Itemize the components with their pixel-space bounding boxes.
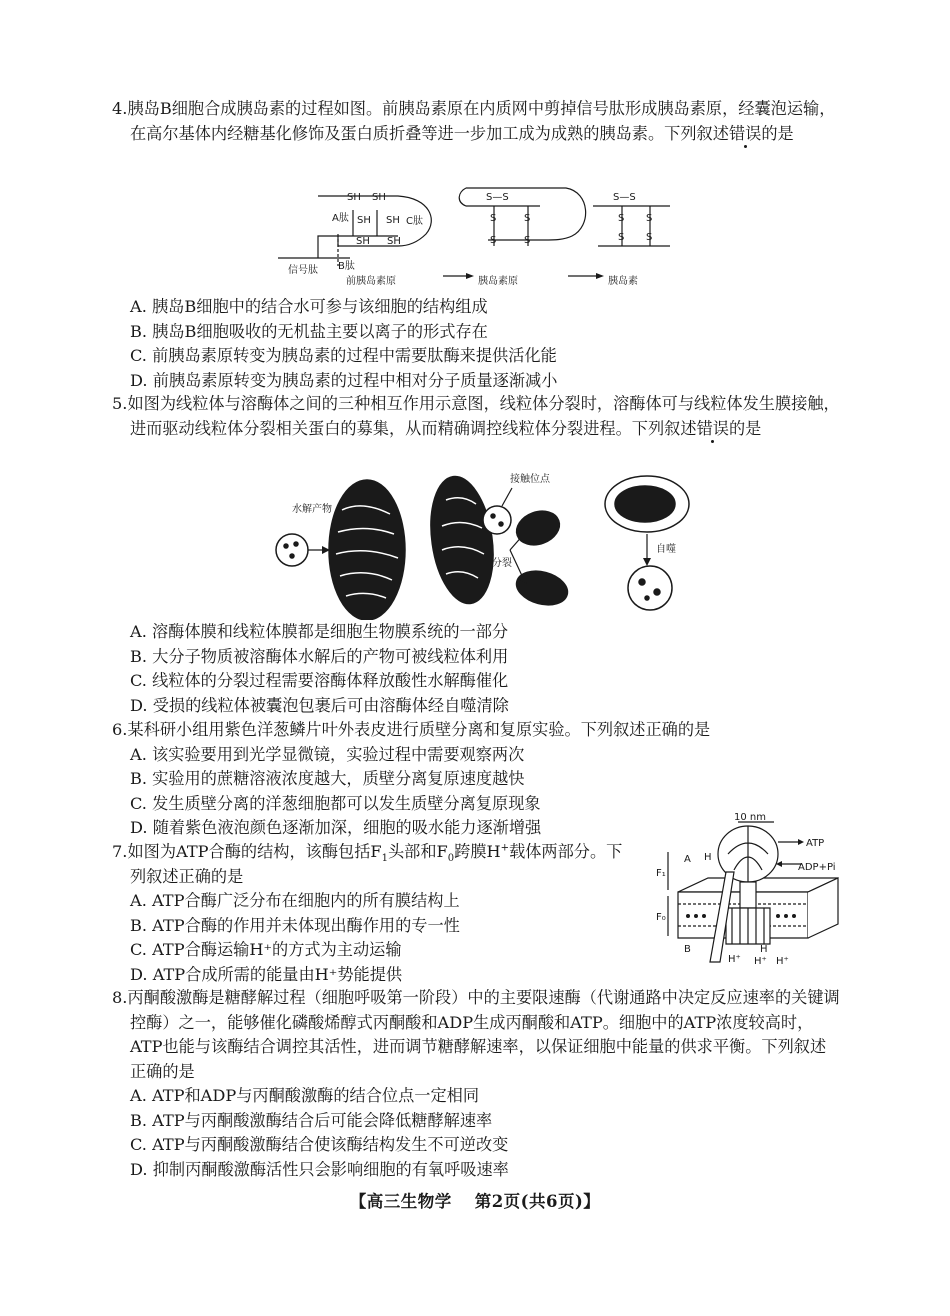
emphasis-word: 错误 (728, 123, 762, 143)
insulin-synthesis-figure (278, 176, 678, 294)
sh-label: SH (387, 236, 401, 247)
h-plus-label: H⁺ (728, 954, 741, 965)
h-label: H (760, 944, 768, 955)
daughter-mitochondrion-1 (512, 505, 564, 550)
pre-proinsulin-chain (278, 196, 431, 258)
option-a: A. ATP合酶广泛分布在细胞内的所有膜结构上 (130, 891, 460, 910)
question-number: 5. (112, 394, 128, 413)
option-b: B. 胰岛B细胞吸收的无机盐主要以离子的形式存在 (130, 321, 488, 341)
hydrolysis-products-label: 水解产物 (292, 504, 332, 515)
option-c: C. 发生质壁分离的洋葱细胞都可以发生质壁分离复原现象 (130, 793, 541, 813)
option-d: D. 抑制丙酮酸激酶活性只会影响细胞的有氧呼吸速率 (130, 1159, 509, 1179)
question-4 (112, 97, 840, 146)
atp-synthase-figure (648, 812, 848, 972)
option-c: C. ATP合酶运输H⁺的方式为主动运输 (130, 940, 402, 959)
question-number: 7. (112, 842, 128, 861)
s-label: S (490, 235, 497, 246)
question-7 (112, 840, 632, 987)
question-8 (112, 986, 840, 1182)
sh-label: SH (386, 215, 400, 226)
mitochondria-lysosome-figure (262, 470, 692, 620)
s-label: S (646, 232, 653, 243)
option-a: A. 溶酶体膜和线粒体膜都是细胞生物膜系统的一部分 (130, 622, 509, 641)
disulfide-label: S—S (613, 192, 636, 203)
proinsulin-label: 胰岛素原 (478, 276, 518, 287)
lysosome-2 (483, 506, 511, 534)
sh-label: SH (372, 192, 386, 203)
s-label: S (524, 213, 531, 224)
option-a: A. ATP和ADP与丙酮酸激酶的结合位点一定相同 (130, 1086, 480, 1105)
option-d: D. ATP合成所需的能量由H⁺势能提供 (130, 964, 403, 984)
lysosome-1 (276, 534, 308, 566)
f1-label: F₁ (656, 868, 666, 879)
daughter-mitochondrion-2 (513, 566, 572, 610)
fission-label: 分裂 (492, 558, 512, 569)
option-c: C. 线粒体的分裂过程需要溶酶体释放酸性水解酶催化 (130, 671, 509, 690)
autolysosome (628, 566, 672, 610)
option-b: B. 实验用的蔗糖溶液浓度越大，质壁分离复原速度越快 (130, 769, 525, 788)
sh-label: SH (357, 215, 371, 226)
h-plus-label: H⁺ (776, 956, 789, 967)
c-chain-label: C肽 (406, 216, 423, 227)
question-5-stem: 5.如图为线粒体与溶酶体之间的三种相互作用示意图，线粒体分裂时，溶酶体可与线粒体发生膜接触，进而驱动线粒体分裂相关蛋白的募集，从而精确调控线粒体分裂进程。下列叙述错误的是 (112, 394, 840, 438)
h-plus-label: H⁺ (754, 956, 767, 967)
signal-peptide-label: 信号肽 (288, 265, 318, 276)
option-c: C. 前胰岛素原转变为胰岛素的过程中需要肽酶来提供活化能 (130, 346, 557, 365)
emphasis-word: 错误 (696, 418, 729, 438)
option-b: B. 大分子物质被溶酶体水解后的产物可被线粒体利用 (130, 646, 509, 666)
question-5-options (112, 620, 840, 718)
footer-page-number: 第2页(共6页)】 (474, 1192, 601, 1211)
option-a: A. 该实验要用到光学显微镜，实验过程中需要观察两次 (130, 744, 525, 764)
page-footer (0, 1188, 950, 1212)
option-c: C. ATP与丙酮酸激酶结合使该酶结构发生不可逆改变 (130, 1135, 509, 1154)
f0-label: F₀ (656, 912, 666, 923)
disulfide-label: S—S (486, 192, 509, 203)
question-5 (112, 392, 840, 441)
proinsulin-chain (459, 188, 585, 240)
h-label: H (704, 852, 712, 863)
question-6-stem: 6.某科研小组用紫色洋葱鳞片叶外表皮进行质壁分离和复原实验。下列叙述正确的是 (112, 720, 711, 739)
option-d: D. 前胰岛素原转变为胰岛素的过程中相对分子质量逐渐减小 (130, 370, 558, 390)
s-label: S (524, 235, 531, 246)
b-chain-label: B肽 (338, 261, 355, 272)
preproinsulin-label: 前胰岛素原 (346, 276, 396, 287)
option-b: B. ATP与丙酮酸激酶结合后可能会降低糖酵解速率 (130, 1110, 493, 1130)
question-7-stem: 7.如图为ATP合酶的结构，该酶包括$F_1$头部和$F_0$跨膜H+载体两部分。下列叙述正确的是 (112, 842, 623, 886)
mitochondrion-1 (329, 480, 405, 620)
question-number: 6. (112, 720, 128, 739)
sh-label: SH (347, 192, 361, 203)
question-number: 8. (112, 988, 128, 1007)
question-8-stem: 8.丙酮酸激酶是糖酵解过程（细胞呼吸第一阶段）中的主要限速酶（代谢通路中决定反应速率的关键调控酶）之一，能够催化磷酸烯醇式丙酮酸和ADP生成丙酮酸和ATP。细胞中的ATP浓度较高时，ATP也能与该酶结合调控其活性，进而调节糖酵解速率，以保证细胞中能量的供求平衡。下列叙述正确的是 (112, 988, 840, 1081)
option-d: D. 受损的线粒体被囊泡包裹后可由溶酶体经自噬清除 (130, 695, 509, 715)
sh-label: SH (356, 236, 370, 247)
option-a: A. 胰岛B细胞中的结合水可参与该细胞的结构组成 (130, 297, 488, 316)
width-label: 10 nm (734, 812, 766, 823)
option-d: D. 随着紫色液泡颜色逐渐加深，细胞的吸水能力逐渐增强 (130, 818, 542, 837)
insulin-label: 胰岛素 (608, 276, 638, 287)
s-label: S (618, 232, 625, 243)
contact-site-label: 接触位点 (510, 474, 550, 485)
a-chain-label: A肽 (332, 213, 349, 224)
s-label: S (618, 213, 625, 224)
mitochondrion-2 (423, 472, 500, 607)
s-label: S (490, 213, 497, 224)
adp-pi-label: ADP+Pi (798, 862, 836, 873)
question-4-stem: 4.胰岛B细胞合成胰岛素的过程如图。前胰岛素原在内质网中剪掉信号肽形成胰岛素原，经囊泡运输，在高尔基体内经糖基化修饰及蛋白质折叠等进一步加工成为成熟的胰岛素。下列叙述错误的是 (112, 99, 836, 143)
s-label: S (646, 213, 653, 224)
question-number: 4. (112, 99, 128, 118)
side-b-label: B (684, 944, 691, 955)
option-b: B. ATP合酶的作用并未体现出酶作用的专一性 (130, 915, 460, 935)
autophagy-label: 自噬 (656, 544, 676, 555)
atp-label: ATP (806, 838, 825, 849)
stalk (740, 882, 756, 908)
side-a-label: A (684, 854, 691, 865)
question-4-options (112, 295, 840, 393)
footer-subject: 【高三生物学 (349, 1192, 452, 1211)
